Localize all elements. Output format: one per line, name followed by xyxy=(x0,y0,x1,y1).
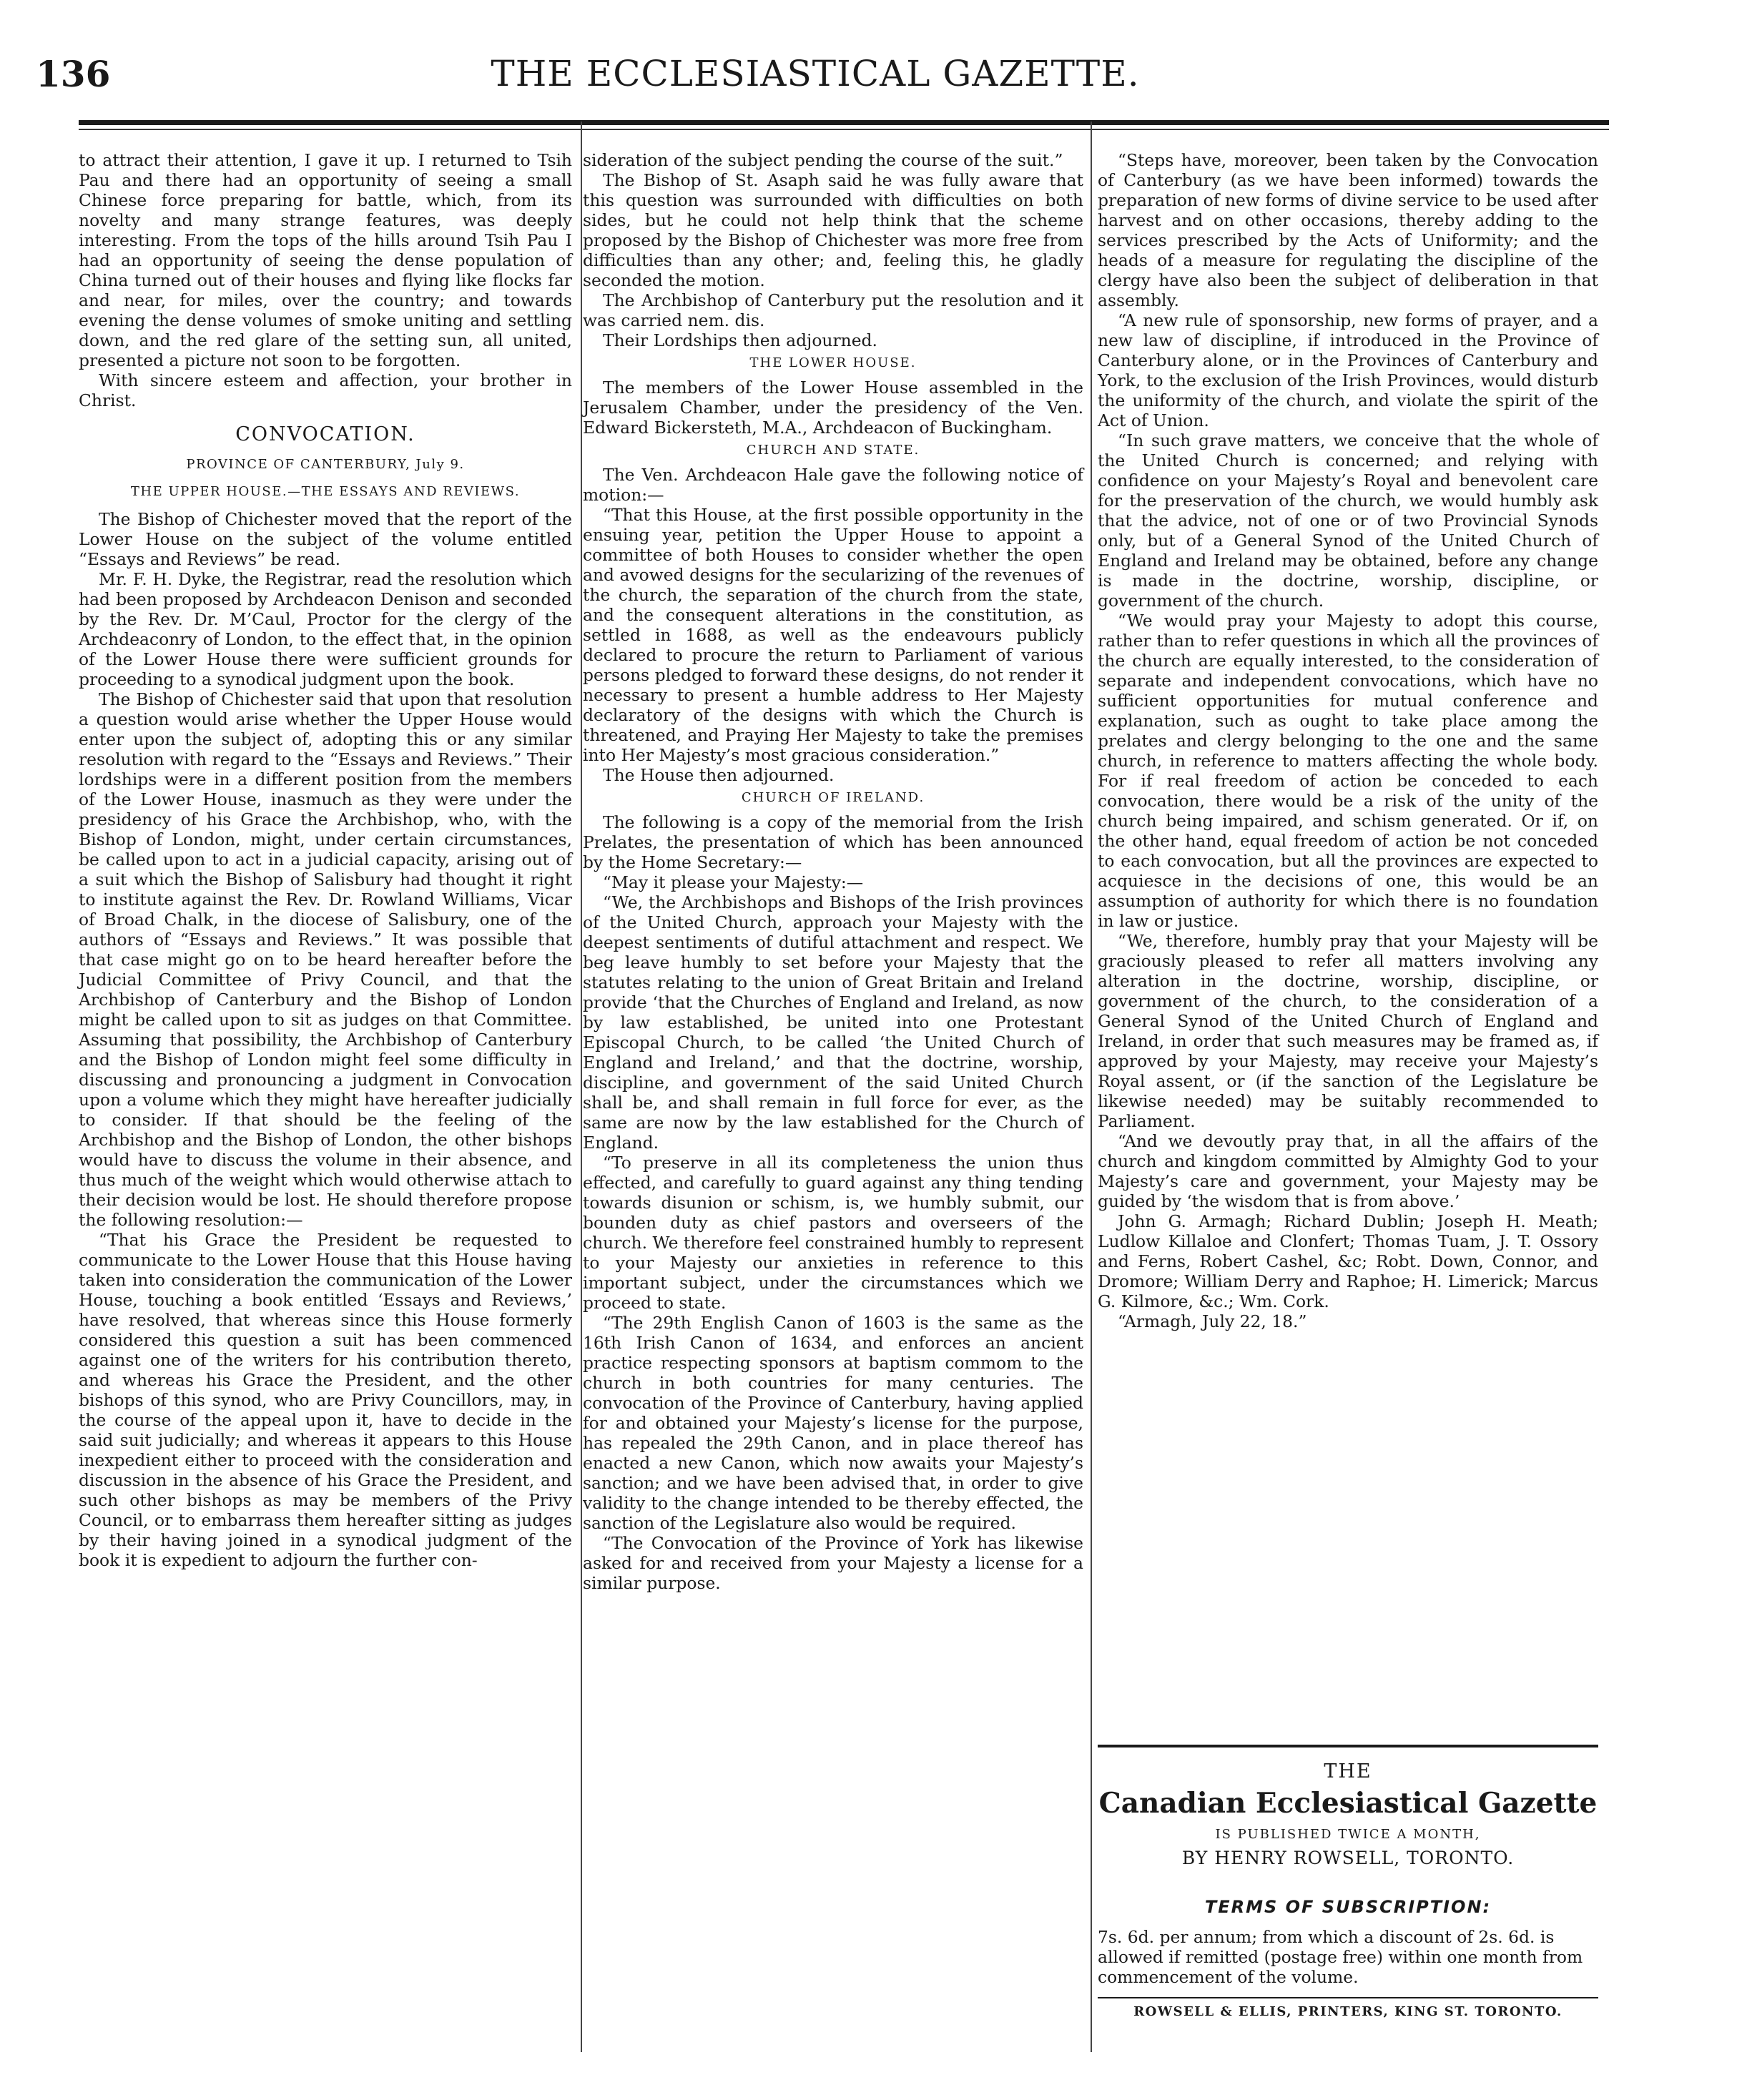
col2-paragraph: sideration of the subject pending the course of the suit.” xyxy=(583,150,1063,170)
notice-top-rule xyxy=(1098,1745,1598,1747)
column-1 xyxy=(79,150,572,1570)
notice-terms-text: 7s. 6d. per annum; from which a discount of 2s. 6d. is allowed if remitted (postage free) within one month from commencement of the volume. xyxy=(1098,1927,1583,1987)
notice-printers: ROWSELL & ELLIS, PRINTERS, KING ST. TORONTO. xyxy=(1133,2004,1563,2019)
col2-paragraph: The members of the Lower House assembled in the Jerusalem Chamber, under the presidency of the Ven. Edward Bickersteth, M.A., Archdeacon of Buckingham. xyxy=(583,378,1083,438)
column-divider-2 xyxy=(1091,122,1092,2052)
page-number: 136 xyxy=(36,53,111,95)
province-dateline: PROVINCE OF CANTERBURY, July 9. xyxy=(186,457,465,472)
col2-paragraph: “To preserve in all its completeness the union thus effected, and carefully to guard against any thing tending towards disunion or schism, is, we humbly submit, our bounden duty as chief pastors and overseers of the church. We therefore feel constrained humbly to represent to your Majesty our anxieties in reference to this important subject, under the circumstances which we proceed to state. xyxy=(583,1153,1083,1313)
dateline: “Armagh, July 22, 18⁠⁠.” xyxy=(1118,1311,1307,1331)
col2-paragraph: The Ven. Archdeacon Hale gave the following notice of motion:— xyxy=(583,465,1083,505)
col2-paragraph: “We, the Archbishops and Bishops of the Irish provinces of the United Church, approach your Majesty with the deepest sentiments of dutiful attachment and respect. We beg leave humbly to set before your Majesty that the statutes relating to the union of Great Britain and Ireland provide ‘that the Churches of England and Ireland, as now by law established, be united into one Protestant Episcopal Church, to be called ‘the United Church of England and Ireland,’ and that the doctrine, worship, discipline, and government of the said United Church shall be, and shall remain in full force for ever, as the same are now by the law established for the Church of England. xyxy=(583,892,1083,1153)
header-rule-thin xyxy=(79,129,1609,130)
col1-paragraph: The Bishop of Chichester said that upon that resolution a question would arise whether the Upper House would enter upon the subject of, adopting this or any similar resolution with regard to the “Essays and Reviews.” Their lordships were in a different position from the members of the Lower House, inasmuch as they were under the presidency of his Grace the Archbishop, who, with the Bishop of London, might, under certain circumstances, be called upon to act in a judicial capacity, arising out of a suit which the Bishop of Salisbury had thought it right to institute against the Rev. Dr. Rowland Williams, Vicar of Broad Chalk, in the diocese of Salisbury, one of the authors of “Essays and Reviews.” It was possible that that case might go on to be heard hereafter before the Judicial Committee of Privy Council, and that the Archbishop of Canterbury and the Bishop of London might be called upon to sit as judges on that Committee. Assuming that possibility, the Archbishop of Canterbury and the Bishop of London might feel some difficulty in discussing and pronouncing a judgment in Convocation upon a volume which they might have hereafter judicially to consider. If that should be the feeling of the Archbishop and the Bishop of London, the other bishops would have to discuss the volume in their absence, and thus much of the weight which would otherwise attach to their decision would be lost. He should therefore propose the following resolution:— xyxy=(79,689,572,1230)
col2-paragraph: The Archbishop of Canterbury put the resolution and it was carried nem. dis. xyxy=(583,290,1083,330)
notice-bottom-rule xyxy=(1098,1997,1598,1998)
col3-paragraph: “We would pray your Majesty to adopt this course, rather than to refer questions in which all the provinces of the church are equally interested, to the consideration of separate and independent convocations, which have no sufficient opportunities for mutual conference and explanation, such as ought to take place among the prelates and clergy belonging to the one and the same church, in reference to matters affecting the whole body. For if real freedom of action be conceded to each convocation, there would be a risk of the unity of the church being impaired, and schism generated. Or if, on the other hand, equal freedom of action be not conceded to each convocation, but all the provinces are expected to acquiesce in the decisions of one, this would be an assumption of authority for which there is no foundation in law or justice. xyxy=(1098,611,1598,931)
col3-paragraph: “And we devoutly pray that, in all the affairs of the church and kingdom committed by Almighty God to your Majesty’s care and government, your Majesty may be guided by ‘the wisdom that is from above.’ xyxy=(1098,1131,1598,1211)
notice-frequency: IS PUBLISHED TWICE A MONTH, xyxy=(1215,1827,1481,1842)
col2-paragraph: Their Lordships then adjourned. xyxy=(603,330,877,350)
col1-paragraph: “That his Grace the President be requested to communicate to the Lower House that this House having taken into consideration the communication of the Lower House, touching a book entitled ‘Essays and Reviews,’ have resolved, that whereas since this House formerly considered this question a suit has been commenced against one of the writers for his contribution thereto, and whereas his Grace the President, and the other bishops of this synod, who are Privy Councillors, may, in the course of the appeal upon it, have to decide in the said suit judicially; and whereas it appears to this House inexpedient either to proceed with the consideration and discussion in the absence of his Grace the President, and such other bishops as may be members of the Privy Council, or to embarrass them hereafter sitting as judges by their having joined in a synodical judgment of the book it is expedient to adjourn the further con- xyxy=(79,1230,572,1570)
col1-paragraph: Mr. F. H. Dyke, the Registrar, read the resolution which had been proposed by Archdeacon Denison and seconded by the Rev. Dr. M’Caul, Proctor for the clergy of the Archdeaconry of London, to the effect that, in the opinion of the Lower House there were sufficient grounds for proceeding to a synodical judgment upon the book. xyxy=(79,569,572,689)
notice-publisher: BY HENRY ROWSELL, TORONTO. xyxy=(1181,1848,1515,1868)
lower-house-heading: THE LOWER HOUSE. xyxy=(749,355,917,370)
subscription-notice xyxy=(1098,1745,1598,2019)
signatories: John G. Armagh; Richard Dublin; Joseph H. Meath; Ludlow Killaloe and Clonfert; Thomas Tuam, J. T. Ossory and Ferns, Robert Cashel, &c; Robt. Down, Connor, and Dromore; William Derry and Raphoe; H. Limerick; Marcus G. Kilmore, &c.; Wm. Cork. xyxy=(1098,1211,1598,1311)
col1-paragraph: to attract their attention, I gave it up. I returned to Tsih Pau and there had an opportunity of seeing a small Chinese force preparing for battle, which, from its novelty and many strange features, was deeply interesting. From the tops of the hills around Tsih Pau I had an opportunity of seeing the dense population of China turned out of their houses and flying like flocks far and near, for miles, over the country; and towards evening the dense volumes of smoke uniting and settling down, and the red glare of the setting sun, all united, presented a picture not soon to be forgotten. xyxy=(79,150,572,370)
notice-terms-title: TERMS OF SUBSCRIPTION: xyxy=(1204,1897,1492,1917)
col2-paragraph: The House then adjourned. xyxy=(603,765,835,785)
col2-paragraph: “May it please your Majesty:— xyxy=(603,872,864,892)
upper-house-heading: THE UPPER HOUSE.—THE ESSAYS AND REVIEWS. xyxy=(130,484,521,499)
col2-paragraph: “The Convocation of the Province of York has likewise asked for and received from your Majesty a license for a similar purpose. xyxy=(583,1533,1083,1593)
col1-paragraph: With sincere esteem and affection, your brother in Christ. xyxy=(79,370,572,410)
header-rule-thick xyxy=(79,120,1609,125)
col2-paragraph: The following is a copy of the memorial from the Irish Prelates, the presentation of which has been announced by the Home Secretary:— xyxy=(583,812,1083,872)
col1-paragraph: The Bishop of Chichester moved that the report of the Lower House on the subject of the volume entitled “Essays and Reviews” be read. xyxy=(79,509,572,569)
notice-publication-name: Canadian Ecclesiastical Gazette xyxy=(1098,1787,1598,1820)
convocation-heading: CONVOCATION. xyxy=(235,423,415,445)
church-of-ireland-heading: CHURCH OF IRELAND. xyxy=(741,790,925,805)
column-3 xyxy=(1098,150,1598,1331)
column-divider-1 xyxy=(581,122,582,2052)
gazette-title: THE ECCLESIASTICAL GAZETTE. xyxy=(491,53,1140,94)
col3-paragraph: “Steps have, moreover, been taken by the Convocation of Canterbury (as we have been informed) towards the preparation of new forms of divine service to be used after harvest and on other occasions, thereby adding to the services prescribed by the Acts of Uniformity; and the heads of a measure for regulating the discipline of the clergy have also been the subject of deliberation in that assembly. xyxy=(1098,150,1598,310)
column-2 xyxy=(583,150,1083,1593)
col2-paragraph: The Bishop of St. Asaph said he was fully aware that this question was surrounded with difficulties on both sides, but he could not help think that the scheme proposed by the Bishop of Chichester was more free from difficulties than any other; and, feeling this, he gladly seconded the motion. xyxy=(583,170,1083,290)
page-header xyxy=(36,53,1595,103)
col2-paragraph: “That this House, at the first possible opportunity in the ensuing year, petition the Upper House to appoint a committee of both Houses to consider whether the open and avowed designs for the secularizing of the revenues of the church, the separation of the church from the state, and the consequent alterations in the constitution, as settled in 1688, as well as the endeavours publicly declared to procure the return to Parliament of various persons pledged to forward these designs, do not render it necessary to present a humble address to Her Majesty declaratory of the designs with which the Church is threatened, and Praying Her Majesty to take the premises into Her Majesty’s most gracious consideration.” xyxy=(583,505,1083,765)
col3-paragraph: “A new rule of sponsorship, new forms of prayer, and a new law of discipline, if introduced in the Province of Canterbury alone, or in the Provinces of Canterbury and York, to the exclusion of the Irish Provinces, would disturb the uniformity of the church, and violate the spirit of the Act of Union. xyxy=(1098,310,1598,430)
notice-the: THE xyxy=(1324,1760,1372,1783)
col3-paragraph: “In such grave matters, we conceive that the whole of the United Church is concerned; and relying with confidence on your Majesty’s Royal and benevolent care for the preservation of the church, we would humbly ask that the advice, not of one or of two Provincial Synods only, but of a General Synod of the United Church of England and Ireland may be obtained, before any change is made in the doctrine, worship, discipline, or government of the church. xyxy=(1098,430,1598,611)
church-and-state-heading: CHURCH AND STATE. xyxy=(746,443,920,458)
col3-paragraph: “We, therefore, humbly pray that your Majesty will be graciously pleased to refer all matters involving any alteration in the doctrine, worship, discipline, or government of the church, to the consideration of a General Synod of the United Church of England and Ireland, in order that such measures may be framed as, if approved by your Majesty, may receive your Majesty’s Royal assent, or (if the sanction of the Legislature be likewise needed) may be suitably recommended to Parliament. xyxy=(1098,931,1598,1131)
col2-paragraph: “The 29th English Canon of 1603 is the same as the 16th Irish Canon of 1634, and enforces an ancient practice respecting sponsors at baptism commom to the church in both countries for many centuries. The convocation of the Province of Canterbury, having applied for and obtained your Majesty’s license for the purpose, has repealed the 29th Canon, and in place thereof has enacted a new Canon, which now awaits your Majesty’s sanction; and we have been advised that, in order to give validity to the change intended to be thereby effected, the sanction of the Legislature also would be required. xyxy=(583,1313,1083,1533)
